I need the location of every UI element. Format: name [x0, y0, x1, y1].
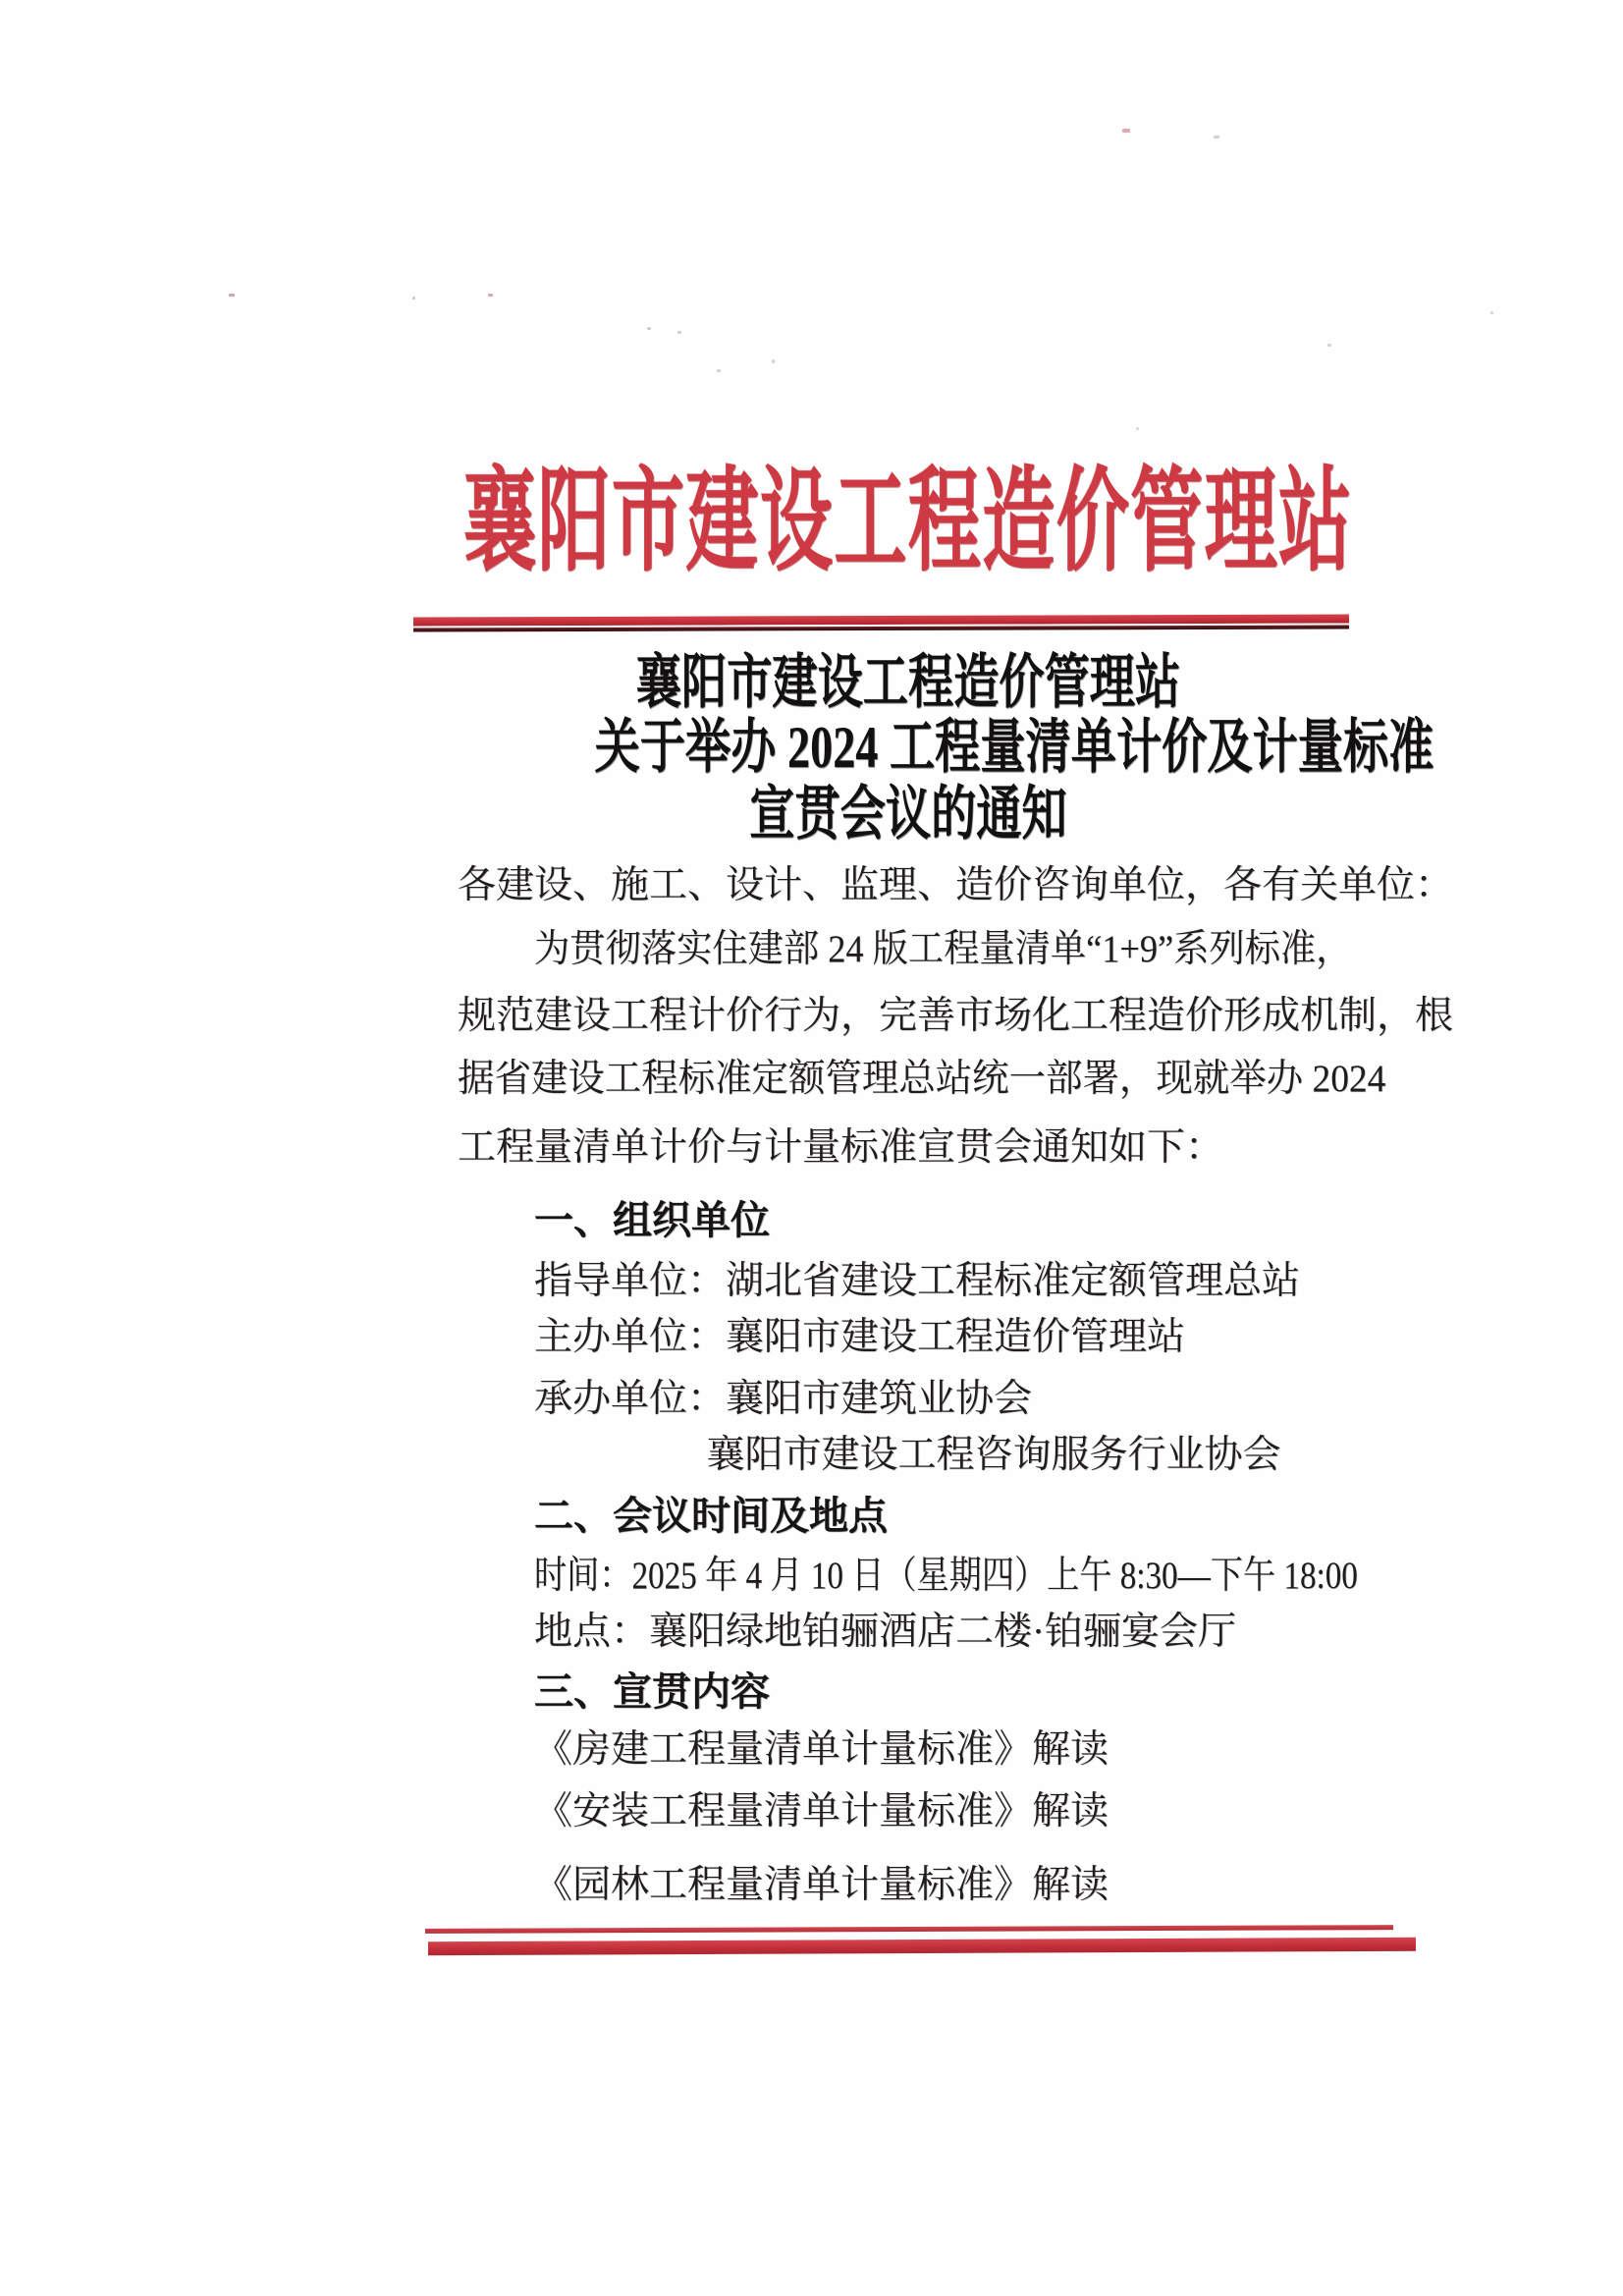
notice-title-line-2: [469, 715, 1434, 780]
agency-masthead-title: 襄阳市建设工程造价管理站: [463, 460, 1353, 584]
notice-title-text-1: 襄阳市建设工程造价管理站: [635, 650, 1180, 715]
scan-speck: [647, 327, 651, 330]
body-line: 据省建设工程标准定额管理总站统一部署，现就举办 2024: [458, 1058, 1386, 1100]
body-line: 承办单位：襄阳市建筑业协会: [534, 1378, 1033, 1420]
body-line: 襄阳市建设工程咨询服务行业协会: [706, 1434, 1281, 1476]
masthead-rule: [413, 615, 1349, 632]
section-heading: 一、组织单位: [534, 1199, 770, 1242]
scan-speck: [1214, 136, 1219, 138]
body-line: 规范建设工程计价行为，完善市场化工程造价形成机制，根: [458, 995, 1454, 1037]
agency-masthead: [463, 460, 1623, 586]
body-line: 为贯彻落实住建部 24 版工程量清单“1+9”系列标准，: [534, 928, 1352, 970]
body-line: 主办单位：襄阳市建设工程造价管理站: [534, 1316, 1186, 1358]
body-line: 工程量清单计价与计量标准宣贯会通知如下：: [458, 1126, 1224, 1169]
notice-title-line-3: [469, 782, 1346, 847]
notice-title-line-1: [469, 650, 1346, 715]
scan-speck: [1122, 129, 1130, 133]
body-line: 《安装工程量清单计量标准》解读: [534, 1790, 1109, 1832]
scan-speck: [677, 331, 681, 334]
section-heading: 三、宣贯内容: [534, 1670, 770, 1714]
footer-rule-thin: [425, 1925, 1393, 1934]
scan-speck: [412, 297, 415, 300]
scan-speck: [229, 294, 235, 297]
notice-title-text-2: 关于举办 2024 工程量清单计价及计量标准: [594, 715, 1434, 780]
notice-title-text-3: 宣贯会议的通知: [748, 782, 1067, 847]
body-line: 时间：2025 年 4 月 10 日（星期四）上午 8:30—下午 18:00: [534, 1555, 1358, 1597]
scan-speck: [1136, 427, 1139, 430]
body-line: 地点：襄阳绿地铂骊酒店二楼·铂骊宴会厅: [534, 1611, 1236, 1653]
section-heading: 二、会议时间及地点: [534, 1495, 888, 1538]
footer-rule-thick: [428, 1938, 1416, 1955]
body-line: 《园林工程量清单计量标准》解读: [534, 1864, 1109, 1906]
scan-speck: [717, 369, 721, 372]
body-line: 各建设、施工、设计、监理、造价咨询单位，各有关单位：: [458, 864, 1454, 906]
body-line: 指导单位：湖北省建设工程标准定额管理总站: [534, 1260, 1301, 1302]
scan-speck: [488, 294, 493, 297]
body-line: 《房建工程量清单计量标准》解读: [534, 1728, 1109, 1771]
scan-speck: [1490, 311, 1493, 314]
scan-speck: [772, 359, 775, 363]
scan-speck: [1327, 344, 1331, 347]
